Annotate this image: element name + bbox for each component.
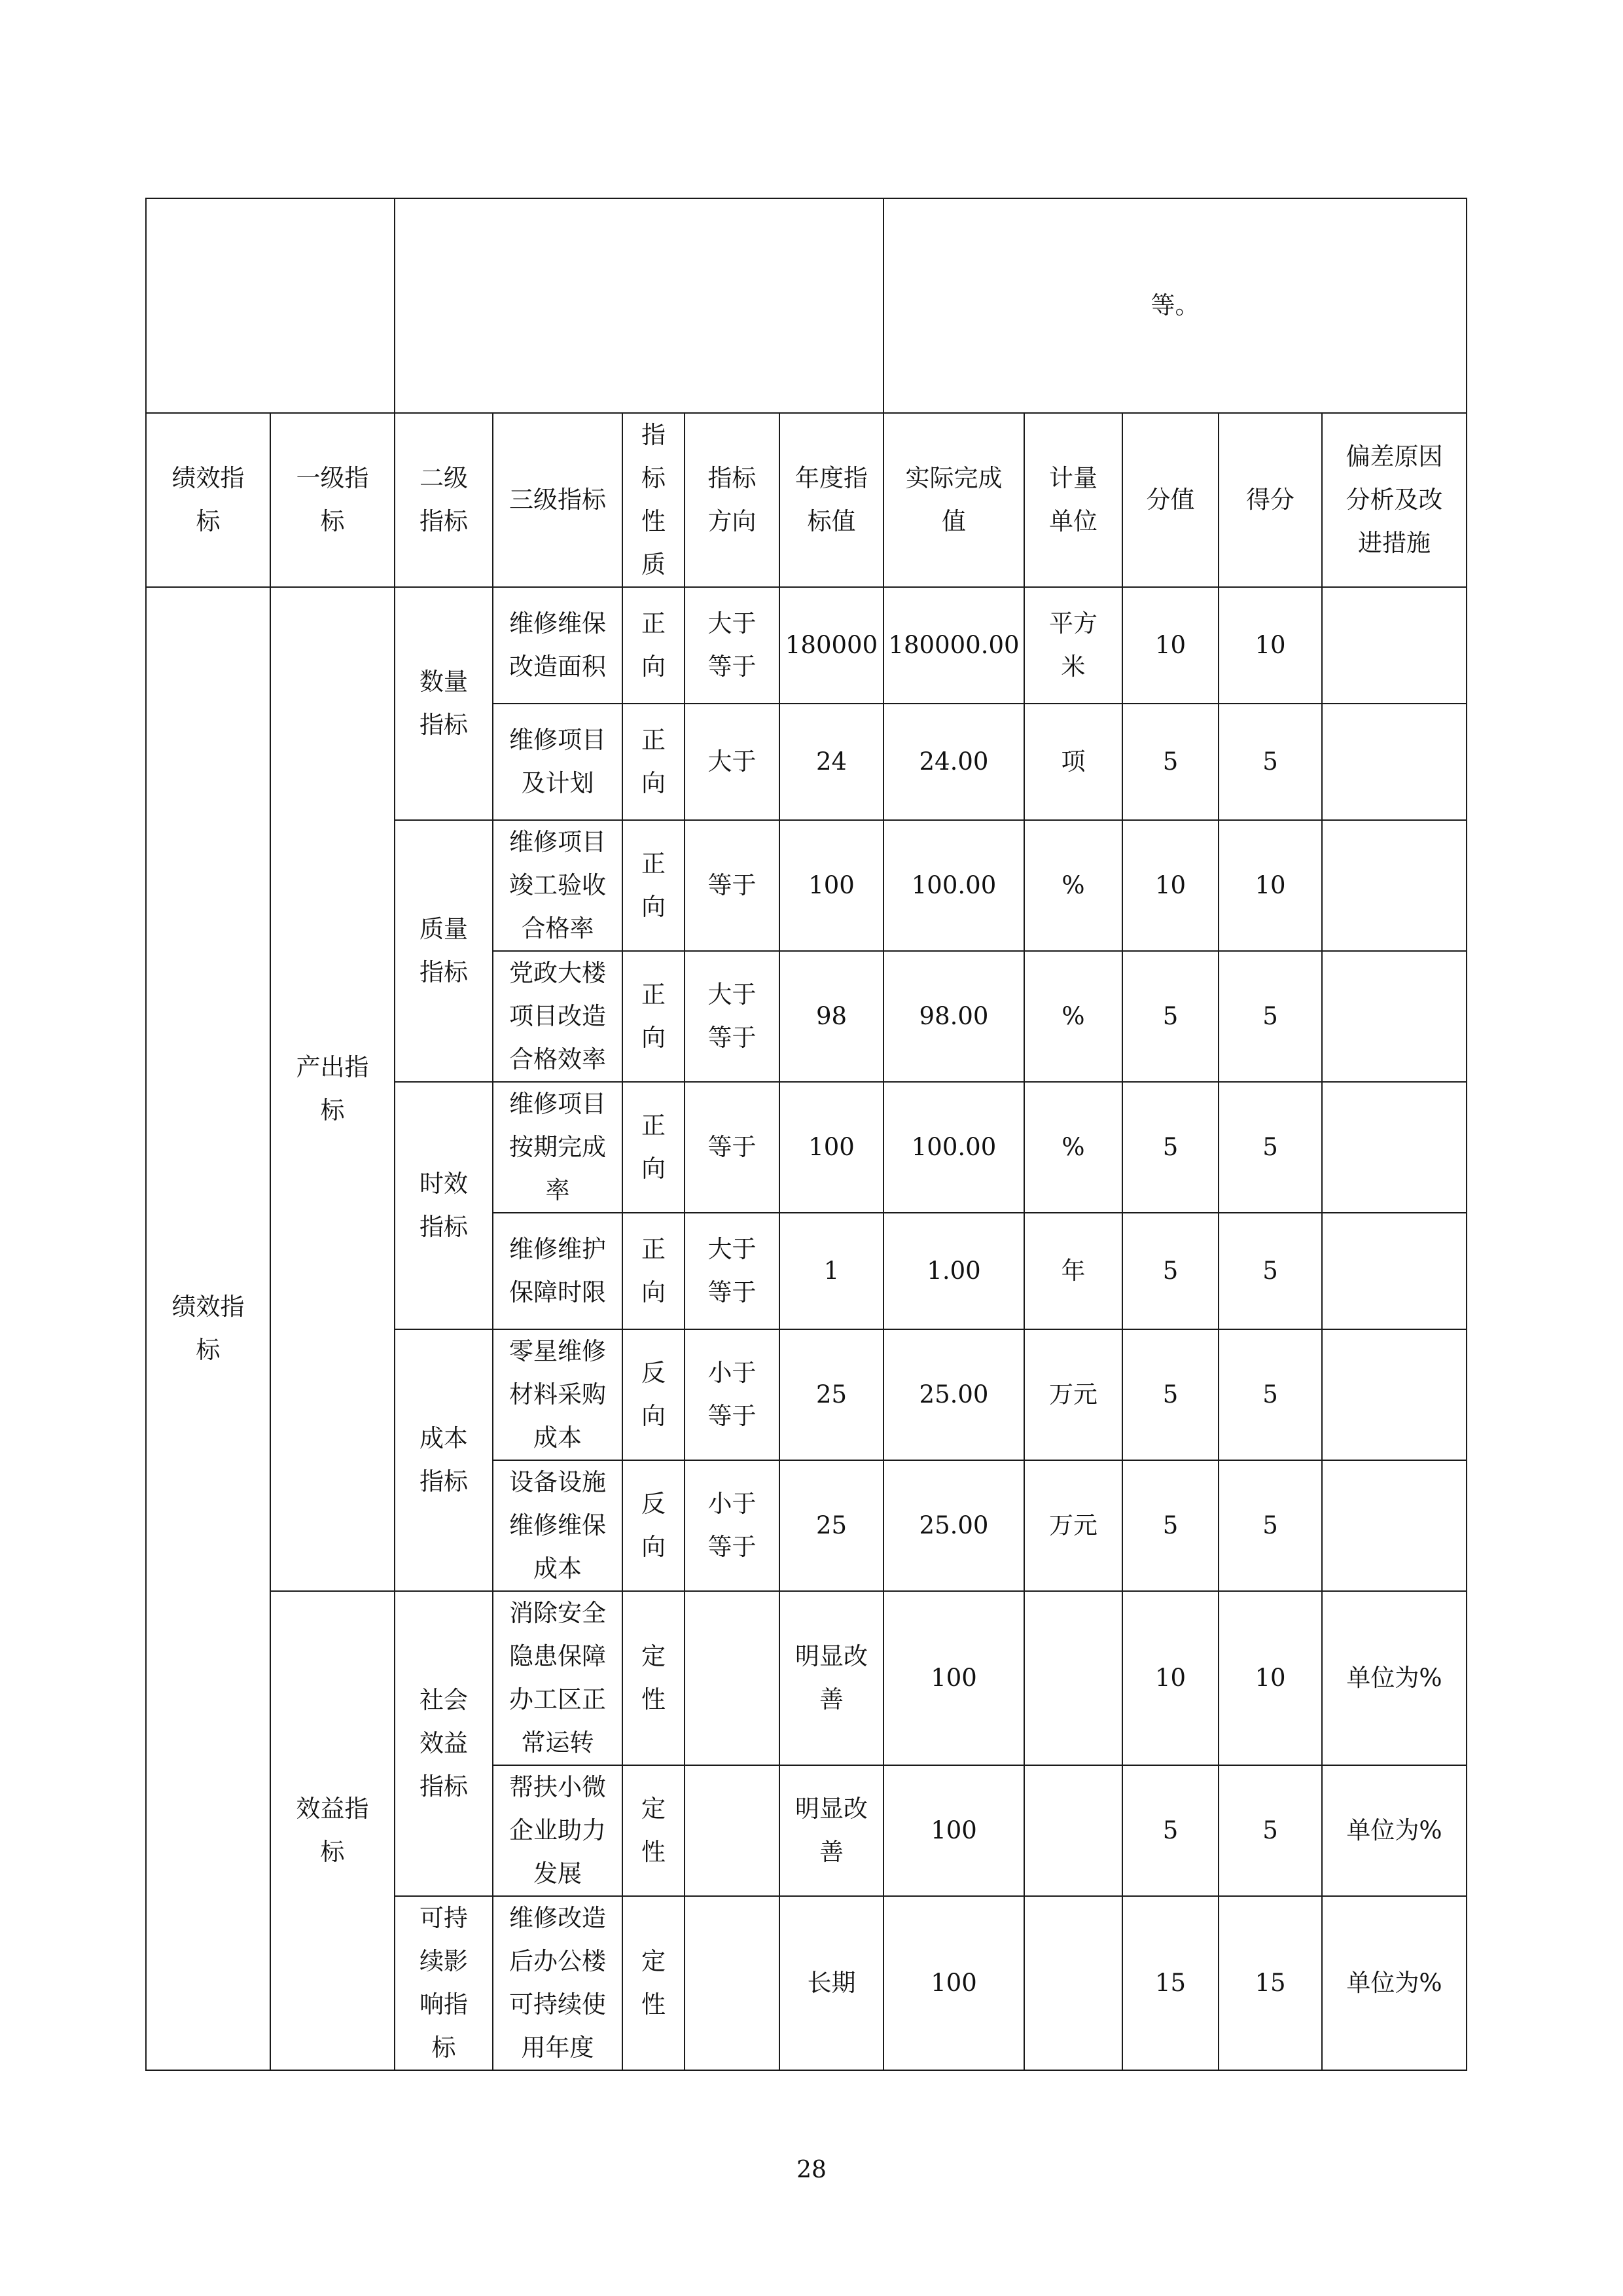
top-continuation-row xyxy=(146,198,1467,413)
indicator-target xyxy=(779,1765,883,1896)
top-cell-empty-2 xyxy=(395,198,883,413)
top-note-cell xyxy=(883,198,1467,413)
indicator-nature-text: 正 向 xyxy=(641,1235,666,1306)
indicator-points-text: 5 xyxy=(1162,1133,1179,1161)
indicator-direction xyxy=(685,587,779,704)
header-target xyxy=(779,413,883,587)
indicator-nature xyxy=(622,587,685,704)
header-nature xyxy=(622,413,685,587)
indicator-target-text: 24 xyxy=(815,747,847,776)
indicator-actual-text: 24.00 xyxy=(919,747,989,776)
indicator-actual-text: 25.00 xyxy=(919,1511,989,1539)
group-benefit-cell xyxy=(270,1591,395,2070)
indicator-target xyxy=(779,587,883,704)
indicator-score-text: 5 xyxy=(1262,1380,1278,1408)
indicator-direction xyxy=(685,820,779,951)
top-cell-empty-1 xyxy=(146,198,395,413)
indicator-actual-text: 100 xyxy=(931,1816,977,1844)
indicator-points-text: 5 xyxy=(1162,1816,1179,1844)
indicator-score-text: 5 xyxy=(1262,1511,1278,1539)
indicator-name-text: 维修项目 竣工验收 合格率 xyxy=(509,828,606,942)
indicator-nature xyxy=(622,1460,685,1591)
indicator-target-text: 98 xyxy=(815,1002,847,1030)
indicator-actual xyxy=(883,1765,1024,1896)
indicator-score xyxy=(1219,1896,1322,2070)
indicator-unit xyxy=(1024,1213,1122,1329)
indicator-name-text: 维修项目 及计划 xyxy=(509,726,606,797)
perf-label-cell xyxy=(146,587,270,2070)
indicator-name xyxy=(493,1591,622,1765)
indicator-nature xyxy=(622,1213,685,1329)
indicator-points-text: 15 xyxy=(1154,1969,1186,1997)
indicator-score xyxy=(1219,820,1322,951)
indicator-name-text: 维修维保 改造面积 xyxy=(509,609,606,681)
header-actual xyxy=(883,413,1024,587)
indicator-name xyxy=(493,1765,622,1896)
indicator-actual xyxy=(883,1896,1024,2070)
indicator-points xyxy=(1122,1765,1219,1896)
indicator-points xyxy=(1122,1591,1219,1765)
indicator-nature-text: 正 向 xyxy=(641,850,666,921)
header-points xyxy=(1122,413,1219,587)
indicator-unit-text: 万元 xyxy=(1049,1380,1097,1408)
indicator-direction xyxy=(685,951,779,1082)
indicator-unit-text: % xyxy=(1061,1002,1085,1030)
header-direction-text: 指标 方向 xyxy=(707,464,757,535)
indicator-direction xyxy=(685,704,779,820)
indicator-target-text: 180000 xyxy=(785,631,878,659)
indicator-direction-text: 小于 等于 xyxy=(707,1359,757,1430)
indicator-deviation xyxy=(1322,1896,1467,2070)
subgroup-quantity-cell xyxy=(395,587,493,820)
indicator-direction-text: 大于 等于 xyxy=(707,609,757,681)
indicator-target xyxy=(779,1591,883,1765)
indicator-nature xyxy=(622,1591,685,1765)
indicator-nature xyxy=(622,1082,685,1213)
header-unit-text: 计量 单位 xyxy=(1049,464,1097,535)
subgroup-social-cell xyxy=(395,1591,493,1896)
subgroup-cost-text: 成本 指标 xyxy=(419,1424,468,1496)
indicator-target xyxy=(779,1082,883,1213)
indicator-target-text: 明显改 善 xyxy=(795,1795,868,1866)
indicator-target-text: 明显改 善 xyxy=(795,1642,868,1713)
indicator-score-text: 5 xyxy=(1262,1257,1278,1285)
indicator-score xyxy=(1219,1082,1322,1213)
header-level2 xyxy=(395,413,493,587)
subgroup-timeliness-cell xyxy=(395,1082,493,1329)
table-row xyxy=(146,1591,1467,1765)
indicator-deviation-text: 单位为% xyxy=(1346,1969,1442,1997)
subgroup-quality-text: 质量 指标 xyxy=(419,915,468,986)
header-deviation xyxy=(1322,413,1467,587)
subgroup-timeliness-text: 时效 指标 xyxy=(419,1170,468,1241)
indicator-points xyxy=(1122,704,1219,820)
indicator-nature xyxy=(622,1896,685,2070)
group-benefit-text: 效益指 标 xyxy=(296,1795,369,1866)
indicator-nature xyxy=(622,951,685,1082)
indicator-nature-text: 正 向 xyxy=(641,1111,666,1183)
indicator-actual xyxy=(883,1213,1024,1329)
indicator-unit-text: 平方 米 xyxy=(1049,609,1097,681)
indicator-nature-text: 反 向 xyxy=(641,1359,666,1430)
indicator-score-text: 10 xyxy=(1255,631,1286,659)
indicator-unit xyxy=(1024,1765,1122,1896)
indicator-score xyxy=(1219,704,1322,820)
page-number: 28 xyxy=(796,2157,827,2183)
indicator-actual xyxy=(883,704,1024,820)
indicator-nature-text: 定 性 xyxy=(641,1947,666,2018)
indicator-score-text: 5 xyxy=(1262,747,1278,776)
indicator-target-text: 长期 xyxy=(807,1969,856,1997)
header-perf xyxy=(146,413,270,587)
indicator-direction xyxy=(685,1460,779,1591)
indicator-deviation xyxy=(1322,1460,1467,1591)
indicator-nature-text: 定 性 xyxy=(641,1795,666,1866)
indicator-target-text: 100 xyxy=(808,871,855,899)
indicator-unit xyxy=(1024,1896,1122,2070)
indicator-unit xyxy=(1024,704,1122,820)
indicator-direction-text: 小于 等于 xyxy=(707,1490,757,1561)
indicator-nature xyxy=(622,1329,685,1460)
indicator-deviation xyxy=(1322,1329,1467,1460)
indicator-deviation xyxy=(1322,820,1467,951)
indicator-actual xyxy=(883,1082,1024,1213)
indicator-direction xyxy=(685,1329,779,1460)
indicator-name-text: 维修项目 按期完成 率 xyxy=(509,1090,606,1204)
indicator-name-text: 零星维修 材料采购 成本 xyxy=(509,1337,606,1452)
header-unit xyxy=(1024,413,1122,587)
indicator-points-text: 5 xyxy=(1162,747,1179,776)
indicator-target xyxy=(779,1329,883,1460)
indicator-points xyxy=(1122,1082,1219,1213)
subgroup-social-text: 社会 效益 指标 xyxy=(419,1686,468,1801)
indicator-actual xyxy=(883,1460,1024,1591)
indicator-actual xyxy=(883,820,1024,951)
indicator-name xyxy=(493,1329,622,1460)
indicator-name xyxy=(493,820,622,951)
indicator-actual-text: 100 xyxy=(931,1664,977,1692)
subgroup-cost-cell xyxy=(395,1329,493,1591)
indicator-unit xyxy=(1024,1591,1122,1765)
indicator-name-text: 党政大楼 项目改造 合格效率 xyxy=(509,959,606,1073)
subgroup-quality-cell xyxy=(395,820,493,1082)
indicator-deviation xyxy=(1322,704,1467,820)
subgroup-quantity-text: 数量 指标 xyxy=(419,668,468,739)
indicator-name xyxy=(493,951,622,1082)
indicator-nature-text: 定 性 xyxy=(641,1642,666,1713)
indicator-name-text: 设备设施 维修维保 成本 xyxy=(509,1468,606,1583)
indicator-actual xyxy=(883,587,1024,704)
indicator-unit xyxy=(1024,1329,1122,1460)
indicator-points xyxy=(1122,1460,1219,1591)
indicator-unit-text: 万元 xyxy=(1049,1511,1097,1539)
header-score xyxy=(1219,413,1322,587)
indicator-points-text: 5 xyxy=(1162,1257,1179,1285)
indicator-score-text: 10 xyxy=(1255,871,1286,899)
indicator-score xyxy=(1219,1329,1322,1460)
indicator-nature xyxy=(622,704,685,820)
indicator-target xyxy=(779,1213,883,1329)
header-nature-text: 指 标 性 质 xyxy=(641,421,666,579)
indicator-actual-text: 100.00 xyxy=(911,1133,997,1161)
table-row xyxy=(146,587,1467,704)
header-level3 xyxy=(493,413,622,587)
indicator-actual xyxy=(883,1329,1024,1460)
indicator-unit xyxy=(1024,587,1122,704)
indicator-score-text: 5 xyxy=(1262,1002,1278,1030)
group-output-cell xyxy=(270,587,395,1591)
indicator-direction xyxy=(685,1765,779,1896)
indicator-score-text: 10 xyxy=(1255,1664,1286,1692)
indicator-score-text: 5 xyxy=(1262,1816,1278,1844)
indicator-target-text: 25 xyxy=(815,1380,847,1408)
indicator-points-text: 10 xyxy=(1154,871,1186,899)
indicator-target-text: 25 xyxy=(815,1511,847,1539)
indicator-nature-text: 正 向 xyxy=(641,980,666,1052)
indicator-points xyxy=(1122,1896,1219,2070)
header-deviation-text: 偏差原因 分析及改 进措施 xyxy=(1346,442,1443,557)
indicator-name xyxy=(493,1896,622,2070)
header-perf-text: 绩效指 标 xyxy=(171,464,245,535)
header-row xyxy=(146,413,1467,587)
indicator-actual-text: 100.00 xyxy=(911,871,997,899)
indicator-score xyxy=(1219,1460,1322,1591)
indicator-score xyxy=(1219,1213,1322,1329)
indicator-direction-text: 大于 等于 xyxy=(707,1235,757,1306)
header-level3-text: 三级指标 xyxy=(509,486,606,514)
indicator-unit xyxy=(1024,1082,1122,1213)
indicator-target xyxy=(779,704,883,820)
indicator-unit xyxy=(1024,1460,1122,1591)
indicator-points-text: 5 xyxy=(1162,1380,1179,1408)
indicator-nature xyxy=(622,1765,685,1896)
indicator-deviation xyxy=(1322,1765,1467,1896)
header-level1-text: 一级指 标 xyxy=(296,464,369,535)
indicator-points xyxy=(1122,951,1219,1082)
indicator-points xyxy=(1122,820,1219,951)
header-actual-text: 实际完成 值 xyxy=(905,464,1003,535)
indicator-actual-text: 180000.00 xyxy=(888,631,1020,659)
indicator-name xyxy=(493,1082,622,1213)
indicator-points-text: 5 xyxy=(1162,1511,1179,1539)
indicator-deviation xyxy=(1322,1213,1467,1329)
indicator-actual-text: 98.00 xyxy=(919,1002,989,1030)
group-output-text: 产出指 标 xyxy=(296,1053,369,1124)
indicator-unit-text: % xyxy=(1061,871,1085,899)
performance-indicator-table xyxy=(145,198,1467,2071)
subgroup-sustain-text: 可持 续影 响指 标 xyxy=(419,1904,468,2062)
indicator-target xyxy=(779,1896,883,2070)
indicator-target-text: 100 xyxy=(808,1133,855,1161)
indicator-name-text: 维修维护 保障时限 xyxy=(509,1235,606,1306)
indicator-name-text: 帮扶小微 企业助力 发展 xyxy=(509,1773,606,1888)
indicator-actual-text: 1.00 xyxy=(927,1257,981,1285)
indicator-deviation xyxy=(1322,951,1467,1082)
indicator-deviation xyxy=(1322,587,1467,704)
indicator-target xyxy=(779,820,883,951)
subgroup-sustain-cell xyxy=(395,1896,493,2070)
header-level1 xyxy=(270,413,395,587)
header-points-text: 分值 xyxy=(1146,486,1195,514)
indicator-direction-text: 大于 xyxy=(707,747,757,776)
indicator-direction xyxy=(685,1591,779,1765)
indicator-target xyxy=(779,1460,883,1591)
header-target-text: 年度指 标值 xyxy=(795,464,868,535)
indicator-nature-text: 正 向 xyxy=(641,609,666,681)
indicator-target xyxy=(779,951,883,1082)
indicator-unit-text: % xyxy=(1061,1133,1085,1161)
indicator-actual xyxy=(883,951,1024,1082)
indicator-score xyxy=(1219,1591,1322,1765)
indicator-unit xyxy=(1024,820,1122,951)
indicator-deviation xyxy=(1322,1591,1467,1765)
indicator-points xyxy=(1122,1213,1219,1329)
indicator-nature xyxy=(622,820,685,951)
indicator-points-text: 5 xyxy=(1162,1002,1179,1030)
indicator-target-text: 1 xyxy=(823,1257,840,1285)
indicator-nature-text: 正 向 xyxy=(641,726,666,797)
indicator-direction xyxy=(685,1213,779,1329)
perf-label-text: 绩效指 标 xyxy=(171,1293,245,1364)
indicator-direction xyxy=(685,1082,779,1213)
indicator-direction-text: 等于 xyxy=(707,871,757,899)
indicator-deviation xyxy=(1322,1082,1467,1213)
header-score-text: 得分 xyxy=(1246,486,1294,514)
indicator-points xyxy=(1122,587,1219,704)
indicator-name xyxy=(493,1213,622,1329)
indicator-name-text: 消除安全 隐患保障 办工区正 常运转 xyxy=(509,1599,606,1757)
indicator-nature-text: 反 向 xyxy=(641,1490,666,1561)
indicator-score xyxy=(1219,1765,1322,1896)
indicator-unit-text: 年 xyxy=(1061,1257,1086,1285)
top-note-text: 等。 xyxy=(1150,291,1200,319)
indicator-direction-text: 等于 xyxy=(707,1133,757,1161)
header-direction xyxy=(685,413,779,587)
indicator-deviation-text: 单位为% xyxy=(1346,1816,1442,1844)
indicator-score-text: 15 xyxy=(1255,1969,1286,1997)
indicator-unit-text: 项 xyxy=(1061,747,1086,776)
indicator-actual-text: 25.00 xyxy=(919,1380,989,1408)
indicator-deviation-text: 单位为% xyxy=(1346,1664,1442,1692)
indicator-points-text: 10 xyxy=(1154,631,1186,659)
indicator-score-text: 5 xyxy=(1262,1133,1278,1161)
header-level2-text: 二级 指标 xyxy=(419,464,468,535)
indicator-points xyxy=(1122,1329,1219,1460)
indicator-name xyxy=(493,704,622,820)
indicator-score xyxy=(1219,587,1322,704)
indicator-name-text: 维修改造 后办公楼 可持续使 用年度 xyxy=(509,1904,606,2062)
indicator-unit xyxy=(1024,951,1122,1082)
indicator-points-text: 10 xyxy=(1154,1664,1186,1692)
indicator-actual xyxy=(883,1591,1024,1765)
indicator-name xyxy=(493,1460,622,1591)
indicator-actual-text: 100 xyxy=(931,1969,977,1997)
indicator-name xyxy=(493,587,622,704)
indicator-direction xyxy=(685,1896,779,2070)
indicator-direction-text: 大于 等于 xyxy=(707,980,757,1052)
indicator-score xyxy=(1219,951,1322,1082)
